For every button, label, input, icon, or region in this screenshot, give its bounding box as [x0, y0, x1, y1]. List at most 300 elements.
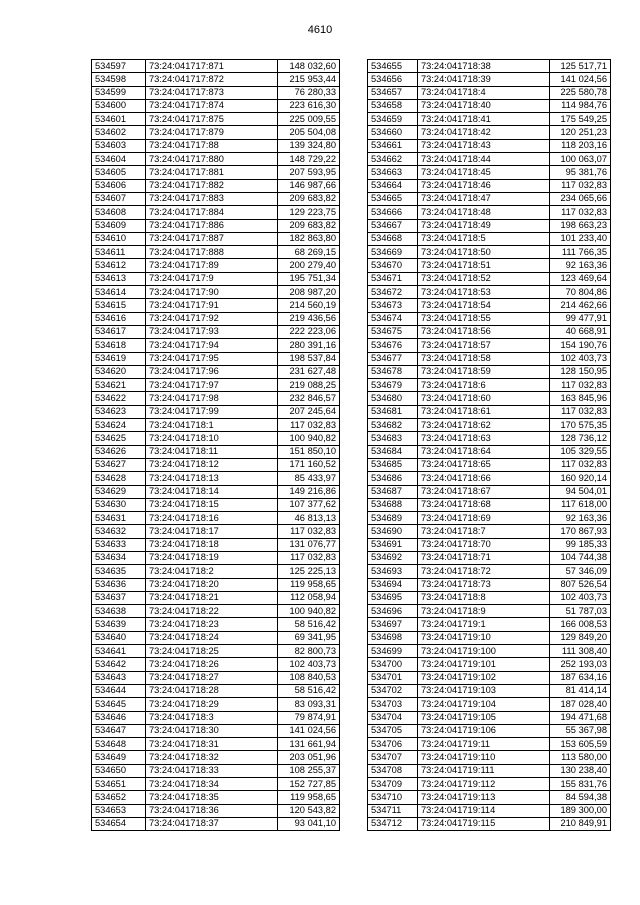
cadastral-value-cell: 130 238,40 — [550, 764, 611, 777]
table-row — [368, 432, 611, 445]
cadastral-number-cell: 73:24:041718:49 — [418, 219, 550, 232]
record-number-cell: 534608 — [92, 206, 146, 219]
cadastral-value-cell: 100 940,82 — [278, 605, 340, 618]
cadastral-value-cell: 187 634,16 — [550, 671, 611, 684]
cadastral-number-cell: 73:24:041718:2 — [146, 565, 278, 578]
cadastral-number-cell: 73:24:041717:882 — [146, 179, 278, 192]
cadastral-value-cell: 149 216,86 — [278, 485, 340, 498]
cadastral-number-cell: 73:24:041718:4 — [418, 86, 550, 99]
cadastral-value-cell: 209 683,82 — [278, 192, 340, 205]
cadastral-number-cell: 73:24:041718:35 — [146, 791, 278, 804]
table-row — [92, 419, 340, 432]
cadastral-number-cell: 73:24:041718:30 — [146, 724, 278, 737]
cadastral-number-cell: 73:24:041717:888 — [146, 246, 278, 259]
record-number-cell: 534651 — [92, 778, 146, 791]
table-row — [92, 538, 340, 551]
cadastral-value-cell: 222 223,06 — [278, 325, 340, 338]
cadastral-value-cell: 111 766,35 — [550, 246, 611, 259]
cadastral-value-cell: 57 346,09 — [550, 565, 611, 578]
cadastral-value-cell: 155 831,76 — [550, 778, 611, 791]
cadastral-value-cell: 209 683,82 — [278, 219, 340, 232]
cadastral-number-cell: 73:24:041718:69 — [418, 512, 550, 525]
table-row — [92, 432, 340, 445]
record-number-cell: 534648 — [92, 738, 146, 751]
cadastral-number-cell: 73:24:041718:41 — [418, 113, 550, 126]
table-row — [368, 498, 611, 511]
cadastral-number-cell: 73:24:041718:45 — [418, 166, 550, 179]
record-number-cell: 534623 — [92, 405, 146, 418]
table-row — [368, 99, 611, 112]
table-row — [368, 379, 611, 392]
table-row — [92, 139, 340, 152]
table-row — [92, 126, 340, 139]
cadastral-number-cell: 73:24:041718:62 — [418, 419, 550, 432]
table-row — [368, 445, 611, 458]
cadastral-number-cell: 73:24:041719:110 — [418, 751, 550, 764]
cadastral-number-cell: 73:24:041718:38 — [418, 60, 550, 73]
record-number-cell: 534641 — [92, 645, 146, 658]
cadastral-value-cell: 94 504,01 — [550, 485, 611, 498]
record-number-cell: 534665 — [368, 192, 418, 205]
cadastral-number-cell: 73:24:041718:36 — [146, 804, 278, 817]
cadastral-value-cell: 280 391,16 — [278, 339, 340, 352]
cadastral-value-cell: 92 163,36 — [550, 512, 611, 525]
cadastral-value-cell: 148 729,22 — [278, 153, 340, 166]
table-row — [92, 485, 340, 498]
table-row — [368, 419, 611, 432]
cadastral-number-cell: 73:24:041718:33 — [146, 764, 278, 777]
cadastral-value-cell: 225 580,78 — [550, 86, 611, 99]
cadastral-value-cell: 112 058,94 — [278, 591, 340, 604]
record-number-cell: 534706 — [368, 738, 418, 751]
cadastral-value-cell: 101 233,40 — [550, 232, 611, 245]
table-row — [368, 551, 611, 564]
cadastral-number-cell: 73:24:041718:9 — [418, 605, 550, 618]
cadastral-value-cell: 187 028,40 — [550, 698, 611, 711]
table-row — [368, 139, 611, 152]
table-row — [368, 711, 611, 724]
record-number-cell: 534668 — [368, 232, 418, 245]
cadastral-value-cell: 129 849,20 — [550, 631, 611, 644]
cadastral-number-cell: 73:24:041719:111 — [418, 764, 550, 777]
record-number-cell: 534696 — [368, 605, 418, 618]
cadastral-value-cell: 117 032,83 — [550, 379, 611, 392]
cadastral-value-cell: 234 065,66 — [550, 192, 611, 205]
table-row — [368, 778, 611, 791]
cadastral-number-cell: 73:24:041717:887 — [146, 232, 278, 245]
cadastral-number-cell: 73:24:041717:880 — [146, 153, 278, 166]
record-number-cell: 534647 — [92, 724, 146, 737]
cadastral-number-cell: 73:24:041718:65 — [418, 458, 550, 471]
cadastral-number-cell: 73:24:041717:93 — [146, 325, 278, 338]
record-number-cell: 534699 — [368, 645, 418, 658]
table-row — [368, 804, 611, 817]
record-number-cell: 534663 — [368, 166, 418, 179]
cadastral-number-cell: 73:24:041717:92 — [146, 312, 278, 325]
cadastral-number-cell: 73:24:041718:70 — [418, 538, 550, 551]
table-row — [92, 778, 340, 791]
record-number-cell: 534677 — [368, 352, 418, 365]
cadastral-number-cell: 73:24:041718:34 — [146, 778, 278, 791]
table-row — [368, 591, 611, 604]
table-row — [92, 445, 340, 458]
record-number-cell: 534629 — [92, 485, 146, 498]
record-number-cell: 534611 — [92, 246, 146, 259]
table-row — [368, 259, 611, 272]
table-row — [368, 192, 611, 205]
cadastral-value-cell: 171 160,52 — [278, 458, 340, 471]
record-number-cell: 534682 — [368, 419, 418, 432]
cadastral-number-cell: 73:24:041717:91 — [146, 299, 278, 312]
cadastral-number-cell: 73:24:041719:101 — [418, 658, 550, 671]
record-number-cell: 534701 — [368, 671, 418, 684]
cadastral-number-cell: 73:24:041718:13 — [146, 472, 278, 485]
cadastral-value-cell: 200 279,40 — [278, 259, 340, 272]
record-number-cell: 534709 — [368, 778, 418, 791]
table-row — [368, 817, 611, 830]
cadastral-value-cell: 128 736,12 — [550, 432, 611, 445]
cadastral-value-cell: 102 403,73 — [550, 591, 611, 604]
record-number-cell: 534601 — [92, 113, 146, 126]
table-row — [92, 738, 340, 751]
cadastral-number-cell: 73:24:041717:97 — [146, 379, 278, 392]
cadastral-value-cell: 194 471,68 — [550, 711, 611, 724]
record-number-cell: 534697 — [368, 618, 418, 631]
record-number-cell: 534606 — [92, 179, 146, 192]
cadastral-number-cell: 73:24:041718:28 — [146, 684, 278, 697]
record-number-cell: 534657 — [368, 86, 418, 99]
cadastral-value-cell: 82 800,73 — [278, 645, 340, 658]
cadastral-value-cell: 119 958,65 — [278, 578, 340, 591]
record-number-cell: 534684 — [368, 445, 418, 458]
table-row — [92, 498, 340, 511]
record-number-cell: 534646 — [92, 711, 146, 724]
cadastral-number-cell: 73:24:041718:42 — [418, 126, 550, 139]
record-number-cell: 534676 — [368, 339, 418, 352]
record-number-cell: 534609 — [92, 219, 146, 232]
record-number-cell: 534637 — [92, 591, 146, 604]
cadastral-value-cell: 152 727,85 — [278, 778, 340, 791]
cadastral-value-cell: 119 958,65 — [278, 791, 340, 804]
cadastral-number-cell: 73:24:041717:879 — [146, 126, 278, 139]
table-row — [92, 192, 340, 205]
table-row — [368, 525, 611, 538]
cadastral-value-cell: 189 300,00 — [550, 804, 611, 817]
table-row — [92, 60, 340, 73]
table-row — [368, 219, 611, 232]
record-number-cell: 534654 — [92, 817, 146, 830]
table-row — [368, 658, 611, 671]
cadastral-value-cell: 182 863,80 — [278, 232, 340, 245]
record-number-cell: 534661 — [368, 139, 418, 152]
cadastral-value-cell: 198 663,23 — [550, 219, 611, 232]
table-row — [368, 684, 611, 697]
cadastral-value-cell: 208 987,20 — [278, 286, 340, 299]
cadastral-value-cell: 219 436,56 — [278, 312, 340, 325]
record-number-cell: 534612 — [92, 259, 146, 272]
cadastral-number-cell: 73:24:041718:50 — [418, 246, 550, 259]
record-number-cell: 534670 — [368, 259, 418, 272]
table-row — [92, 711, 340, 724]
cadastral-number-cell: 73:24:041717:875 — [146, 113, 278, 126]
table-row — [92, 512, 340, 525]
cadastral-value-cell: 123 469,64 — [550, 272, 611, 285]
cadastral-value-cell: 807 526,54 — [550, 578, 611, 591]
table-row — [92, 804, 340, 817]
cadastral-value-cell: 40 668,91 — [550, 325, 611, 338]
cadastral-value-cell: 69 341,95 — [278, 631, 340, 644]
cadastral-number-cell: 73:24:041717:873 — [146, 86, 278, 99]
cadastral-number-cell: 73:24:041718:64 — [418, 445, 550, 458]
table-row — [368, 565, 611, 578]
table-row — [368, 86, 611, 99]
cadastral-number-cell: 73:24:041718:71 — [418, 551, 550, 564]
record-number-cell: 534636 — [92, 578, 146, 591]
cadastral-number-cell: 73:24:041717:886 — [146, 219, 278, 232]
cadastral-number-cell: 73:24:041717:90 — [146, 286, 278, 299]
table-row — [92, 817, 340, 830]
cadastral-number-cell: 73:24:041717:96 — [146, 365, 278, 378]
record-number-cell: 534672 — [368, 286, 418, 299]
table-row — [368, 73, 611, 86]
cadastral-number-cell: 73:24:041718:54 — [418, 299, 550, 312]
table-row — [368, 485, 611, 498]
cadastral-value-cell: 118 203,16 — [550, 139, 611, 152]
table-row — [92, 99, 340, 112]
cadastral-number-cell: 73:24:041718:18 — [146, 538, 278, 551]
cadastral-value-cell: 84 594,38 — [550, 791, 611, 804]
record-number-cell: 534603 — [92, 139, 146, 152]
cadastral-value-cell: 117 032,83 — [278, 551, 340, 564]
cadastral-value-cell: 146 987,66 — [278, 179, 340, 192]
table-row — [92, 299, 340, 312]
cadastral-value-cell: 104 744,38 — [550, 551, 611, 564]
cadastral-value-cell: 225 009,55 — [278, 113, 340, 126]
table-row — [92, 591, 340, 604]
record-number-cell: 534664 — [368, 179, 418, 192]
table-row — [368, 538, 611, 551]
cadastral-number-cell: 73:24:041718:67 — [418, 485, 550, 498]
record-number-cell: 534700 — [368, 658, 418, 671]
table-row — [92, 631, 340, 644]
cadastral-value-cell: 141 024,56 — [278, 724, 340, 737]
cadastral-number-cell: 73:24:041718:39 — [418, 73, 550, 86]
table-row — [92, 724, 340, 737]
table-row — [368, 113, 611, 126]
record-number-cell: 534631 — [92, 512, 146, 525]
cadastral-number-cell: 73:24:041718:53 — [418, 286, 550, 299]
record-number-cell: 534702 — [368, 684, 418, 697]
cadastral-value-cell: 232 846,57 — [278, 392, 340, 405]
cadastral-value-cell: 114 984,76 — [550, 99, 611, 112]
cadastral-value-cell: 215 953,44 — [278, 73, 340, 86]
record-number-cell: 534655 — [368, 60, 418, 73]
record-number-cell: 534658 — [368, 99, 418, 112]
cadastral-value-cell: 102 403,73 — [550, 352, 611, 365]
cadastral-value-cell: 151 850,10 — [278, 445, 340, 458]
cadastral-value-cell: 153 605,59 — [550, 738, 611, 751]
table-row — [368, 458, 611, 471]
cadastral-number-cell: 73:24:041718:44 — [418, 153, 550, 166]
table-row — [368, 751, 611, 764]
cadastral-number-cell: 73:24:041719:112 — [418, 778, 550, 791]
cadastral-number-cell: 73:24:041718:24 — [146, 631, 278, 644]
table-row — [368, 166, 611, 179]
cadastral-number-cell: 73:24:041719:113 — [418, 791, 550, 804]
record-number-cell: 534689 — [368, 512, 418, 525]
cadastral-number-cell: 73:24:041719:1 — [418, 618, 550, 631]
record-number-cell: 534712 — [368, 817, 418, 830]
cadastral-number-cell: 73:24:041718:23 — [146, 618, 278, 631]
record-number-cell: 534708 — [368, 764, 418, 777]
cadastral-value-cell: 223 616,30 — [278, 99, 340, 112]
table-row — [92, 525, 340, 538]
cadastral-number-cell: 73:24:041718:10 — [146, 432, 278, 445]
table-row — [368, 232, 611, 245]
cadastral-value-cell: 160 920,14 — [550, 472, 611, 485]
record-number-cell: 534711 — [368, 804, 418, 817]
record-number-cell: 534698 — [368, 631, 418, 644]
table-row — [368, 405, 611, 418]
table-row — [368, 325, 611, 338]
cadastral-number-cell: 73:24:041717:89 — [146, 259, 278, 272]
table-row — [92, 565, 340, 578]
cadastral-value-cell: 170 575,35 — [550, 419, 611, 432]
cadastral-number-cell: 73:24:041718:25 — [146, 645, 278, 658]
cadastral-number-cell: 73:24:041718:29 — [146, 698, 278, 711]
cadastral-number-cell: 73:24:041718:73 — [418, 578, 550, 591]
record-number-cell: 534692 — [368, 551, 418, 564]
cadastral-value-cell: 195 751,34 — [278, 272, 340, 285]
cadastral-value-cell: 205 504,08 — [278, 126, 340, 139]
record-number-cell: 534659 — [368, 113, 418, 126]
cadastral-value-cell: 93 041,10 — [278, 817, 340, 830]
cadastral-number-cell: 73:24:041717:883 — [146, 192, 278, 205]
cadastral-number-cell: 73:24:041718:12 — [146, 458, 278, 471]
cadastral-number-cell: 73:24:041718:61 — [418, 405, 550, 418]
table-row — [368, 631, 611, 644]
table-row — [92, 325, 340, 338]
cadastral-value-cell: 85 433,97 — [278, 472, 340, 485]
cadastral-number-cell: 73:24:041718:31 — [146, 738, 278, 751]
cadastral-number-cell: 73:24:041717:9 — [146, 272, 278, 285]
record-number-cell: 534645 — [92, 698, 146, 711]
cadastral-value-cell: 68 269,15 — [278, 246, 340, 259]
cadastral-value-cell: 175 549,25 — [550, 113, 611, 126]
table-row — [368, 365, 611, 378]
cadastral-number-cell: 73:24:041718:68 — [418, 498, 550, 511]
cadastral-number-cell: 73:24:041718:63 — [418, 432, 550, 445]
record-number-cell: 534625 — [92, 432, 146, 445]
cadastral-number-cell: 73:24:041718:55 — [418, 312, 550, 325]
cadastral-number-cell: 73:24:041718:48 — [418, 206, 550, 219]
cadastral-number-cell: 73:24:041718:59 — [418, 365, 550, 378]
cadastral-value-cell: 163 845,96 — [550, 392, 611, 405]
record-number-cell: 534710 — [368, 791, 418, 804]
table-row — [92, 219, 340, 232]
cadastral-value-cell: 117 618,00 — [550, 498, 611, 511]
cadastral-number-cell: 73:24:041717:94 — [146, 339, 278, 352]
cadastral-number-cell: 73:24:041717:871 — [146, 60, 278, 73]
record-number-cell: 534597 — [92, 60, 146, 73]
record-number-cell: 534652 — [92, 791, 146, 804]
cadastral-value-cell: 120 251,23 — [550, 126, 611, 139]
record-number-cell: 534703 — [368, 698, 418, 711]
cadastral-value-cell: 100 063,07 — [550, 153, 611, 166]
cadastral-value-cell: 207 245,64 — [278, 405, 340, 418]
record-number-cell: 534630 — [92, 498, 146, 511]
cadastral-value-cell: 154 190,76 — [550, 339, 611, 352]
cadastral-value-cell: 125 517,71 — [550, 60, 611, 73]
record-number-cell: 534605 — [92, 166, 146, 179]
table-row — [92, 166, 340, 179]
table-row — [92, 339, 340, 352]
record-number-cell: 534604 — [92, 153, 146, 166]
record-number-cell: 534694 — [368, 578, 418, 591]
cadastral-value-cell: 108 255,37 — [278, 764, 340, 777]
table-row — [92, 472, 340, 485]
record-number-cell: 534620 — [92, 365, 146, 378]
cadastral-number-cell: 73:24:041718:6 — [418, 379, 550, 392]
cadastral-number-cell: 73:24:041719:100 — [418, 645, 550, 658]
table-row — [92, 698, 340, 711]
table-row — [368, 764, 611, 777]
cadastral-number-cell: 73:24:041718:1 — [146, 419, 278, 432]
cadastral-value-cell: 139 324,80 — [278, 139, 340, 152]
cadastral-number-cell: 73:24:041718:26 — [146, 658, 278, 671]
cadastral-value-cell: 117 032,83 — [278, 419, 340, 432]
cadastral-number-cell: 73:24:041719:105 — [418, 711, 550, 724]
record-number-cell: 534675 — [368, 325, 418, 338]
table-row — [92, 232, 340, 245]
record-number-cell: 534704 — [368, 711, 418, 724]
cadastral-value-cell: 120 543,82 — [278, 804, 340, 817]
record-number-cell: 534598 — [92, 73, 146, 86]
cadastral-value-cell: 203 051,96 — [278, 751, 340, 764]
cadastral-number-cell: 73:24:041717:881 — [146, 166, 278, 179]
table-row — [92, 671, 340, 684]
table-row — [92, 551, 340, 564]
cadastral-number-cell: 73:24:041718:43 — [418, 139, 550, 152]
cadastral-number-cell: 73:24:041718:32 — [146, 751, 278, 764]
cadastral-value-cell: 117 032,83 — [278, 525, 340, 538]
cadastral-value-cell: 81 414,14 — [550, 684, 611, 697]
cadastral-value-cell: 99 185,33 — [550, 538, 611, 551]
record-number-cell: 534680 — [368, 392, 418, 405]
table-row — [92, 751, 340, 764]
cadastral-value-cell: 51 787,03 — [550, 605, 611, 618]
cadastral-number-cell: 73:24:041719:106 — [418, 724, 550, 737]
record-number-cell: 534650 — [92, 764, 146, 777]
cadastral-value-cell: 219 088,25 — [278, 379, 340, 392]
cadastral-number-cell: 73:24:041719:115 — [418, 817, 550, 830]
table-row — [368, 246, 611, 259]
record-number-cell: 534671 — [368, 272, 418, 285]
cadastral-number-cell: 73:24:041718:15 — [146, 498, 278, 511]
cadastral-value-cell: 214 560,19 — [278, 299, 340, 312]
record-number-cell: 534685 — [368, 458, 418, 471]
record-number-cell: 534649 — [92, 751, 146, 764]
record-number-cell: 534639 — [92, 618, 146, 631]
cadastral-number-cell: 73:24:041717:98 — [146, 392, 278, 405]
record-number-cell: 534610 — [92, 232, 146, 245]
cadastral-number-cell: 73:24:041719:11 — [418, 738, 550, 751]
cadastral-value-cell: 76 280,33 — [278, 86, 340, 99]
cadastral-number-cell: 73:24:041718:52 — [418, 272, 550, 285]
cadastral-value-cell: 113 580,00 — [550, 751, 611, 764]
record-number-cell: 534667 — [368, 219, 418, 232]
record-number-cell: 534653 — [92, 804, 146, 817]
